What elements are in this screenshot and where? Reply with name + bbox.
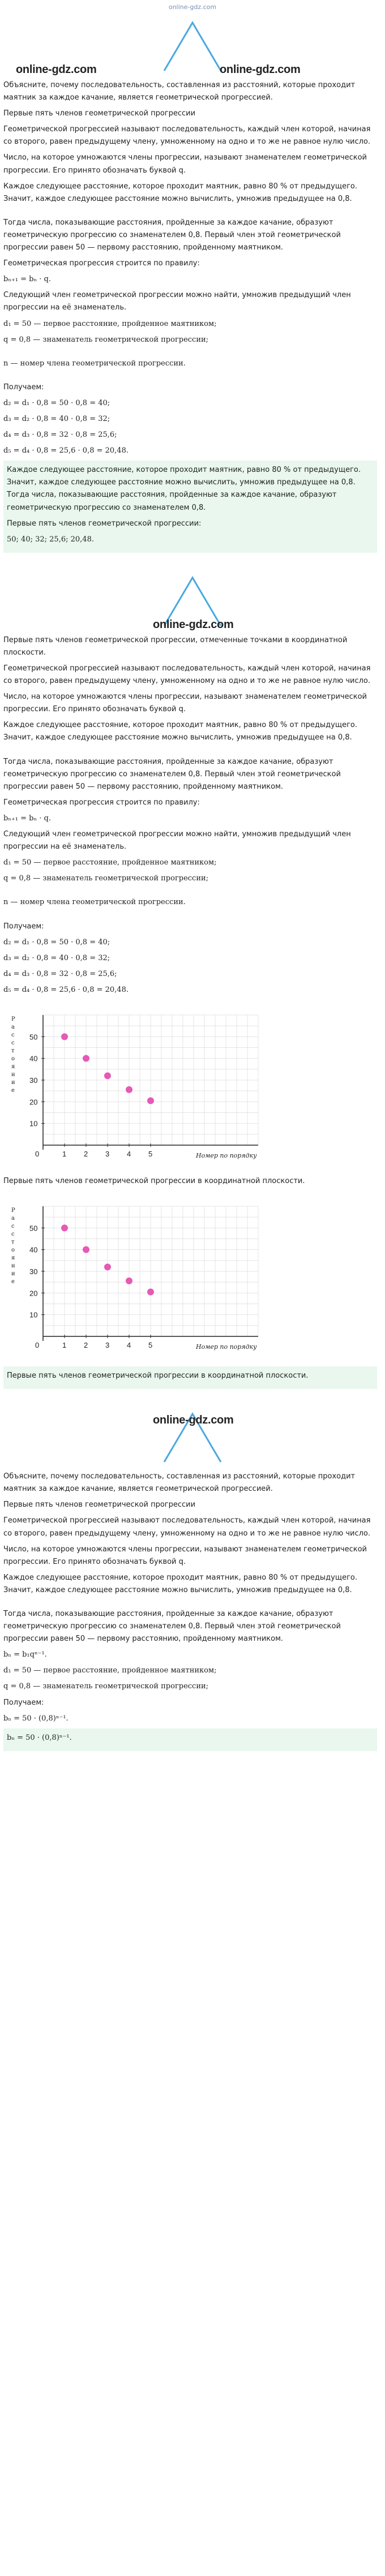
block3-p2: Первые пять членов геометрической прогрессии <box>3 1500 196 1510</box>
x-tick-label: 5 <box>148 1149 153 1158</box>
block2-p3: Геометрической прогрессией называют последовательность, каждый член которой, начиная со второго, равен предыдущему члену, умноженному на одно и то же не равное нулю число. <box>3 664 371 686</box>
block3-p1: Объясните, почему последовательность, составленная из расстояний, которые проходит маятник за каждое качание, является геометрической прогрессией. <box>3 1472 356 1494</box>
y-tick-label: 20 <box>29 1098 38 1107</box>
block3-answer: bₙ = 50 · (0,8)ⁿ⁻¹. <box>7 1733 72 1742</box>
block2-p9: Получаем: <box>3 922 44 931</box>
x-axis-label: Номер по порядку <box>196 1343 257 1351</box>
block1-formula4: n — номер члена геометрической прогрессии. <box>3 359 186 368</box>
data-point <box>61 1224 68 1231</box>
block3-formula5: bₙ = 50 · (0,8)ⁿ⁻¹. <box>3 1714 69 1723</box>
block2-calc-3: d₄ = d₃ · 0,8 = 32 · 0,8 = 25,6; <box>3 969 117 978</box>
x-tick-label: 3 <box>105 1341 110 1350</box>
data-point <box>126 1086 132 1093</box>
y-tick-label: 40 <box>29 1245 38 1254</box>
block1-p2: Первые пять членов геометрической прогрессии <box>3 109 196 118</box>
block2-formula4: n — номер члена геометрической прогрессии. <box>3 898 186 907</box>
data-point <box>83 1246 89 1253</box>
watermark: online-gdz.com <box>153 1414 234 1427</box>
y-axis-label: Р а с с т о я н и е <box>11 1016 15 1094</box>
x-tick-label: 3 <box>105 1149 110 1158</box>
block2-answer-box <box>3 1366 377 1389</box>
x-tick-label: 0 <box>35 1149 40 1158</box>
block1-formula3: q = 0,8 — знаменатель геометрической прогрессии; <box>3 335 209 344</box>
block3-p4: Число, на которое умножаются члены прогрессии, называют знаменателем геометрической прогрессии. Его принято обозначать буквой q. <box>3 1545 367 1566</box>
watermark: online-gdz.com <box>220 63 301 76</box>
block2-p5: Каждое следующее расстояние, которое проходит маятник, равно 80 % от предыдущего. Значит, каждое следующее расстояние можно вычислить, умножив предыдущее на 0,8. <box>3 721 358 742</box>
block1-calc-3: d₄ = d₃ · 0,8 = 32 · 0,8 = 25,6; <box>3 431 117 440</box>
block1-body <box>0 79 385 553</box>
block1-calc-1: d₂ = d₁ · 0,8 = 50 · 0,8 = 40; <box>3 398 110 407</box>
x-tick-label: 2 <box>84 1341 88 1350</box>
block3-p3: Геометрической прогрессией называют последовательность, каждый член которой, начиная со второго, равен предыдущему члену, умноженному на одно и то же не равное нулю число. <box>3 1516 371 1538</box>
data-point <box>104 1263 111 1270</box>
data-point <box>61 1033 68 1040</box>
block2-p7: Геометрическая прогрессия строится по правилу: <box>3 798 200 807</box>
x-tick-label: 0 <box>35 1341 40 1350</box>
site-header <box>0 0 385 17</box>
block2-answer: Первые пять членов геометрической прогрессии в координатной плоскости. <box>7 1371 309 1381</box>
x-tick-label: 2 <box>84 1149 88 1158</box>
block2-formula3: q = 0,8 — знаменатель геометрической прогрессии; <box>3 874 209 883</box>
block1-calc-4: d₅ = d₄ · 0,8 = 25,6 · 0,8 = 20,48. <box>3 446 129 455</box>
chart-1 <box>3 1001 377 1171</box>
x-tick-label: 5 <box>148 1341 153 1350</box>
chart-1-svg <box>3 1001 264 1171</box>
block1-p7: Геометрическая прогрессия строится по правилу: <box>3 259 200 268</box>
y-tick-label: 10 <box>29 1310 38 1319</box>
block1-answer3: 50; 40; 32; 25,6; 20,48. <box>7 535 94 544</box>
data-point <box>126 1278 132 1284</box>
block3-body <box>0 1470 385 1751</box>
data-point <box>147 1289 154 1296</box>
block2-p1: Первые пять членов геометрической прогрессии, отмеченные точками в координатной плоскости. <box>3 635 348 657</box>
block3-formula2: d₁ = 50 — первое расстояние, пройденное маятником; <box>3 1666 217 1675</box>
block1-p6: Тогда числа, показывающие расстояния, пройденные за каждое качание, образуют геометрическую прогрессию со знаменателем 0,8. Первый член этой геометрической прогрессии равен 50 — первому расстоянию, пройденному маятником. <box>3 218 341 252</box>
block1-p8: Следующий член геометрической прогрессии можно найти, умножив предыдущий член прогрессии на её знаменатель. <box>3 291 351 312</box>
block3-formula3: q = 0,8 — знаменатель геометрической прогрессии; <box>3 1682 209 1691</box>
y-axis-label: Р а с с т о я н и е <box>11 1207 15 1285</box>
block2-p6: Тогда числа, показывающие расстояния, пройденные за каждое качание, образуют геометрическую прогрессию со знаменателем 0,8. Первый член этой геометрической прогрессии равен 50 — первому расстоянию, пройденному маятником. <box>3 757 341 791</box>
block2-formula1: bₙ₊₁ = bₙ · q. <box>3 814 51 823</box>
y-tick-label: 50 <box>29 1033 38 1042</box>
block2-banner <box>0 572 385 634</box>
block2-calc-1: d₂ = d₁ · 0,8 = 50 · 0,8 = 40; <box>3 937 110 947</box>
block2-calc-4: d₅ = d₄ · 0,8 = 25,6 · 0,8 = 20,48. <box>3 985 129 994</box>
block3-formula1: bₙ = b₁qⁿ⁻¹. <box>3 1650 47 1659</box>
block1-formula1: bₙ₊₁ = bₙ · q. <box>3 275 51 284</box>
block2-calc-2: d₃ = d₂ · 0,8 = 40 · 0,8 = 32; <box>3 953 110 962</box>
block1-banner <box>0 17 385 79</box>
block3-p6: Тогда числа, показывающие расстояния, пройденные за каждое качание, образуют геометрическую прогрессию со знаменателем 0,8. Первый член этой геометрической прогрессии равен 50 — первому расстоянию, пройденному маятником. <box>3 1610 341 1644</box>
x-tick-label: 4 <box>127 1149 131 1158</box>
block1-answer2: Первые пять членов геометрической прогрессии: <box>7 519 202 528</box>
block1-answer-box <box>3 461 377 553</box>
x-tick-label: 4 <box>127 1341 131 1350</box>
y-tick-label: 50 <box>29 1224 38 1233</box>
block2-body <box>0 634 385 1389</box>
data-point <box>83 1055 89 1062</box>
block2-p4: Число, на которое умножаются члены прогрессии, называют знаменателем геометрической прогрессии. Его принято обозначать буквой q. <box>3 693 367 714</box>
block1-formula2: d₁ = 50 — первое расстояние, пройденное маятником; <box>3 319 217 328</box>
block3-p5: Каждое следующее расстояние, которое проходит маятник, равно 80 % от предыдущего. Значит, каждое следующее расстояние можно вычислить, умножив предыдущее на 0,8. <box>3 1573 358 1594</box>
block2-p8: Следующий член геометрической прогрессии можно найти, умножив предыдущий член прогрессии на её знаменатель. <box>3 830 351 852</box>
block2-formula2: d₁ = 50 — первое расстояние, пройденное маятником; <box>3 858 217 867</box>
triangle-logo-icon <box>159 17 226 74</box>
y-tick-label: 40 <box>29 1054 38 1063</box>
block2-chart-caption: Первые пять членов геометрической прогрессии в координатной плоскости. <box>3 1176 305 1185</box>
block1-answer: Каждое следующее расстояние, которое проходит маятник, равно 80 % от предыдущего. Значит, каждое следующее расстояние можно вычислить, умножив предыдущее на 0,8. Тогда числа, показывающие расстояния, пройденные за каждое качание, образуют геометрическую прогрессию со знаменателем 0,8. <box>7 466 361 512</box>
chart-2 <box>3 1192 377 1362</box>
data-point <box>104 1072 111 1079</box>
block1-p4: Число, на которое умножаются члены прогрессии, называют знаменателем геометрической прогрессии. Его принято обозначать буквой q. <box>3 153 367 175</box>
block1-calc-2: d₃ = d₂ · 0,8 = 40 · 0,8 = 32; <box>3 414 110 423</box>
block3-banner <box>0 1408 385 1470</box>
x-tick-label: 1 <box>62 1341 67 1350</box>
x-axis-label: Номер по порядку <box>196 1151 257 1159</box>
chart-2-svg <box>3 1192 264 1362</box>
y-tick-label: 10 <box>29 1119 38 1128</box>
y-tick-label: 20 <box>29 1289 38 1298</box>
block1-p5: Каждое следующее расстояние, которое проходит маятник, равно 80 % от предыдущего. Значит, каждое следующее расстояние можно вычислить, умножив предыдущее на 0,8. <box>3 182 358 203</box>
y-tick-label: 30 <box>29 1076 38 1085</box>
block1-p1: Объясните, почему последовательность, составленная из расстояний, которые проходит маятник за каждое качание, является геометрической прогрессией. <box>3 81 356 102</box>
x-tick-label: 1 <box>62 1149 67 1158</box>
block3-answer-box <box>3 1728 377 1751</box>
watermark: online-gdz.com <box>153 618 234 631</box>
data-point <box>147 1097 154 1104</box>
block1-p9: Получаем: <box>3 382 44 392</box>
site-name[interactable]: online-gdz.com <box>168 3 217 11</box>
block3-p9: Получаем: <box>3 1698 44 1707</box>
y-tick-label: 30 <box>29 1267 38 1276</box>
block1-p3: Геометрической прогрессией называют последовательность, каждый член которой, начиная со второго, равен предыдущему члену, умноженному на одно и то же не равное нулю число. <box>3 125 371 147</box>
watermark: online-gdz.com <box>16 63 97 76</box>
